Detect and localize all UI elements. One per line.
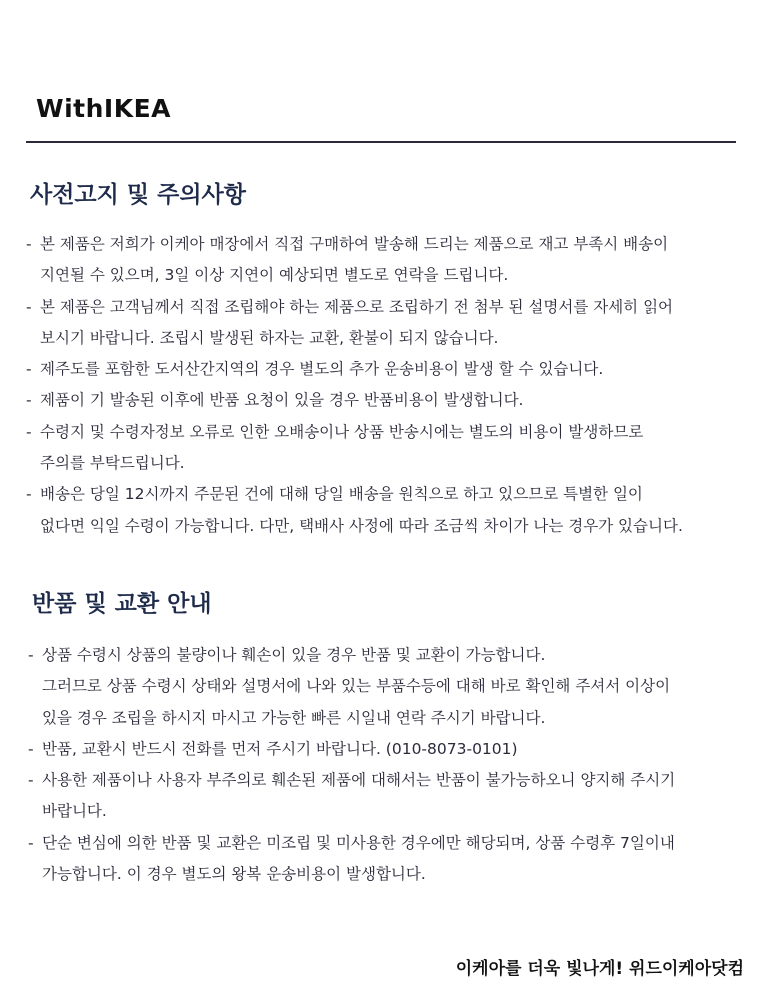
- returns-item: - 반품, 교환시 반드시 전화를 먼저 주시기 바랍니다. (010-8073-0101): [28, 734, 780, 765]
- notice-item-text: 수령지 및 수령자정보 오류로 인한 오배송이나 상품 반송시에는 별도의 비용이 발생하므로 주의를 부탁드립니다.: [40, 422, 644, 473]
- notice-item-text: 배송은 당일 12시까지 주문된 건에 대해 당일 배송을 원칙으로 하고 있으므로 특별한 일이 없다면 익일 수령이 가능합니다. 다만, 택배사 사정에 따라 조금씩 차이가 나는 경우가 있습니다.: [40, 485, 683, 535]
- returns-list: [28, 640, 780, 890]
- notice-item: - 수령지 및 수령자정보 오류로 인한 오배송이나 상품 반송시에는 별도의 비용이 발생하므로 주의를 부탁드립니다.: [26, 417, 780, 480]
- notice-item: - 제주도를 포함한 도서산간지역의 경우 별도의 추가 운송비용이 발생 할 수 있습니다.: [26, 354, 780, 385]
- notice-item: - 본 제품은 저희가 이케아 매장에서 직접 구매하여 발송해 드리는 제품으로 재고 부족시 배송이 지연될 수 있으며, 3일 이상 지연이 예상되면 별도로 연락을 드립니다.: [26, 229, 780, 292]
- notice-section-title: 사전고지 및 주의사항: [30, 182, 246, 208]
- notice-list: [26, 229, 780, 542]
- returns-section-title: 반품 및 교환 안내: [32, 591, 212, 617]
- returns-item: - 사용한 제품이나 사용자 부주의로 훼손된 제품에 대해서는 반품이 불가능하오니 양지해 주시기 바랍니다.: [28, 765, 780, 828]
- returns-item-text: 단순 변심에 의한 반품 및 교환은 미조립 및 미사용한 경우에만 해당되며, 상품 수령후 7일이내 가능합니다. 이 경우 별도의 왕복 운송비용이 발생합니다.: [42, 833, 675, 884]
- notice-item-text: 제주도를 포함한 도서산간지역의 경우 별도의 추가 운송비용이 발생 할 수 있습니다.: [40, 360, 604, 379]
- notice-item-text: 본 제품은 고객님께서 직접 조립해야 하는 제품으로 조립하기 전 첨부 된 설명서를 자세히 읽어 보시기 바랍니다. 조립시 발생된 하자는 교환, 환불이 되지 않습니다.: [40, 297, 674, 347]
- footer-tagline: 이케아를 더욱 빛나게! 위드이케아닷컴: [455, 959, 744, 979]
- returns-item-text: 상품 수령시 상품의 불량이나 훼손이 있을 경우 반품 및 교환이 가능합니다. 그러므로 상품 수령시 상태와 설명서에 나와 있는 부품수등에 대해 바로 확인해 주셔서 이상이 있을 경우 조립을 하시지 마시고 가능한 빠른 시일내 연락 주시기 바랍니다.: [42, 646, 671, 727]
- returns-section: [0, 585, 780, 890]
- notice-item: - 본 제품은 고객님께서 직접 조립해야 하는 제품으로 조립하기 전 첨부 된 설명서를 자세히 읽어 보시기 바랍니다. 조립시 발생된 하자는 교환, 환불이 되지 않습니다.: [26, 292, 780, 355]
- header-divider: [26, 141, 736, 143]
- returns-item: - 단순 변심에 의한 반품 및 교환은 미조립 및 미사용한 경우에만 해당되며, 상품 수령후 7일이내 가능합니다. 이 경우 별도의 왕복 운송비용이 발생합니다.: [28, 828, 780, 891]
- returns-item-text: 반품, 교환시 반드시 전화를 먼저 주시기 바랍니다. (010-8073-0101): [42, 739, 518, 758]
- notice-item: - 배송은 당일 12시까지 주문된 건에 대해 당일 배송을 원칙으로 하고 있으므로 특별한 일이 없다면 익일 수령이 가능합니다. 다만, 택배사 사정에 따라 조금씩 차이가 나는 경우가 있습니다.: [26, 479, 780, 542]
- notice-item-text: 본 제품은 저희가 이케아 매장에서 직접 구매하여 발송해 드리는 제품으로 재고 부족시 배송이 지연될 수 있으며, 3일 이상 지연이 예상되면 별도로 연락을 드립니다.: [40, 235, 669, 285]
- returns-item: - 상품 수령시 상품의 불량이나 훼손이 있을 경우 반품 및 교환이 가능합니다. 그러므로 상품 수령시 상태와 설명서에 나와 있는 부품수등에 대해 바로 확인해 주셔서 이상이 있을 경우 조립을 하시지 마시고 가능한 빠른 시일내 연락 주시기 바랍니다.: [28, 640, 780, 734]
- notice-item: - 제품이 기 발송된 이후에 반품 요청이 있을 경우 반품비용이 발생합니다.: [26, 385, 780, 416]
- brand-logo: WithIKEA: [36, 94, 171, 123]
- notice-item-text: 제품이 기 발송된 이후에 반품 요청이 있을 경우 반품비용이 발생합니다.: [40, 391, 524, 410]
- returns-item-text: 사용한 제품이나 사용자 부주의로 훼손된 제품에 대해서는 반품이 불가능하오니 양지해 주시기 바랍니다.: [42, 771, 676, 821]
- notice-section: [0, 176, 780, 542]
